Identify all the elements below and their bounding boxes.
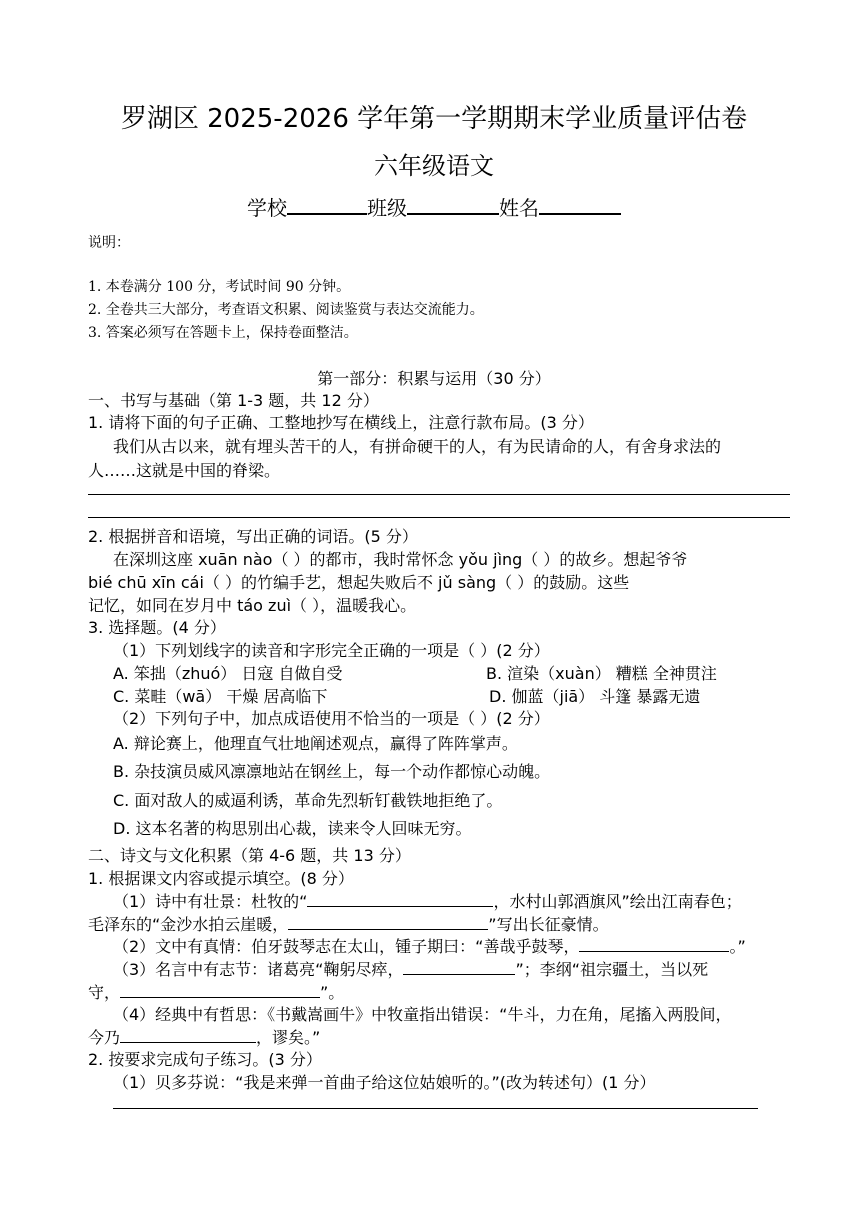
- fill-blank[interactable]: [307, 890, 493, 907]
- q3-2-option-d[interactable]: D. 这本名著的构思别出心裁，读来令人回味无穷。: [113, 819, 472, 838]
- part1-heading: 第一部分：积累与运用（30 分）: [317, 369, 551, 388]
- exam-subtitle: 六年级语文: [374, 152, 494, 180]
- q4-2-line: （2）文中有真情：伯牙鼓琴志在太山，锺子期曰：“善哉乎鼓琴， 。”: [113, 937, 746, 956]
- question-5: 2. 按要求完成句子练习。(3 分）: [88, 1050, 322, 1069]
- section2-heading: 二、诗文与文化积累（第 4-6 题，共 13 分）: [88, 846, 411, 865]
- q3-option-b[interactable]: B. 渲染（xuàn） 糟糕 全神贯注: [486, 664, 717, 683]
- q3-option-c[interactable]: C. 菜畦（wā） 干燥 居高临下: [113, 687, 328, 706]
- note-item: 3. 答案必须写在答题卡上，保持卷面整洁。: [88, 325, 358, 341]
- name-blank[interactable]: [539, 195, 621, 215]
- q4-3-line2: 守， ”。: [88, 983, 345, 1002]
- question-4: 1. 根据课文内容或提示填空。(8 分）: [88, 869, 354, 888]
- q3-sub1: （1）下列划线字的读音和字形完全正确的一项是（ ）(2 分）: [113, 641, 550, 660]
- fill-blank[interactable]: [403, 958, 515, 975]
- q4-1-line1: （1）诗中有壮景：杜牧的“ ，水村山郭酒旗风”绘出江南春色；: [113, 892, 742, 911]
- fill-blank[interactable]: [288, 913, 488, 930]
- q3-sub2: （2）下列句子中，加点成语使用不恰当的一项是（ ）(2 分）: [113, 709, 550, 728]
- q1-text-line2: 人……这就是中国的脊梁。: [88, 461, 281, 480]
- fill-blank[interactable]: [120, 981, 320, 998]
- note-item: 1. 本卷满分 100 分，考试时间 90 分钟。: [88, 279, 351, 295]
- notes-heading: 说明：: [88, 235, 130, 251]
- exam-title: 罗湖区 2025-2026 学年第一学期期末学业质量评估卷: [120, 104, 748, 134]
- q1-text-line1: 我们从古以来，就有埋头苦干的人，有拼命硬干的人，有为民请命的人，有舍身求法的: [113, 437, 722, 456]
- name-label: 姓名: [499, 196, 539, 220]
- school-blank[interactable]: [287, 195, 367, 215]
- school-label: 学校: [247, 196, 287, 220]
- fill-blank[interactable]: [120, 1026, 256, 1043]
- q4-4-line2: 今乃 ，谬矣。”: [88, 1028, 321, 1047]
- q2-line3: 记忆，如同在岁月中 táo zuì（ ），温暖我心。: [88, 596, 417, 615]
- question-2: 2. 根据拼音和语境，写出正确的词语。(5 分）: [88, 527, 418, 546]
- q3-option-a[interactable]: A. 笨拙（zhuó） 日寇 自做自受: [113, 664, 343, 683]
- q2-line1: 在深圳这座 xuān nào（ ）的都市，我时常怀念 yǒu jìng（ ）的故乡。想起爷爷: [113, 550, 688, 569]
- student-info-row: [0, 192, 868, 221]
- fill-blank[interactable]: [579, 935, 729, 952]
- answer-line[interactable]: [88, 494, 790, 495]
- class-label: 班级: [367, 196, 407, 220]
- q4-1-line2: 毛泽东的“金沙水拍云崖暖， ”写出长征豪情。: [88, 915, 609, 934]
- class-blank[interactable]: [407, 195, 499, 215]
- note-item: 2. 全卷共三大部分，考查语文积累、阅读鉴赏与表达交流能力。: [88, 302, 484, 318]
- q3-2-option-c[interactable]: C. 面对敌人的威逼利诱，革命先烈斩钉截铁地拒绝了。: [113, 791, 503, 810]
- question-1: 1. 请将下面的句子正确、工整地抄写在横线上，注意行款布局。(3 分）: [88, 413, 594, 432]
- q3-2-option-b[interactable]: B. 杂技演员威风凛凛地站在钢丝上，每一个动作都惊心动魄。: [113, 762, 551, 781]
- q2-line2: bié chū xīn cái（ ）的竹编手艺，想起失败后不 jǔ sàng（ ）的鼓励。这些: [88, 573, 630, 592]
- q4-3-line1: （3）名言中有志节：诸葛亮“鞠躬尽瘁， ”；李纲“祖宗疆土，当以死: [113, 960, 709, 979]
- q5-sub1: （1）贝多芬说：“我是来弹一首曲子给这位姑娘听的。”(改为转述句）(1 分）: [113, 1073, 656, 1092]
- section1-heading: 一、书写与基础（第 1-3 题，共 12 分）: [88, 391, 379, 410]
- q3-option-d[interactable]: D. 伽蓝（jiā） 斗篷 暴露无遗: [489, 687, 701, 706]
- answer-line[interactable]: [113, 1108, 758, 1109]
- q3-2-option-a[interactable]: A. 辩论赛上，他理直气壮地阐述观点，赢得了阵阵掌声。: [113, 734, 518, 753]
- answer-line[interactable]: [88, 517, 790, 518]
- question-3: 3. 选择题。(4 分）: [88, 618, 226, 637]
- q4-4-line1: （4）经典中有哲思：《书戴嵩画牛》中牧童指出错误：“牛斗，力在角，尾搐入两股间，: [113, 1005, 732, 1024]
